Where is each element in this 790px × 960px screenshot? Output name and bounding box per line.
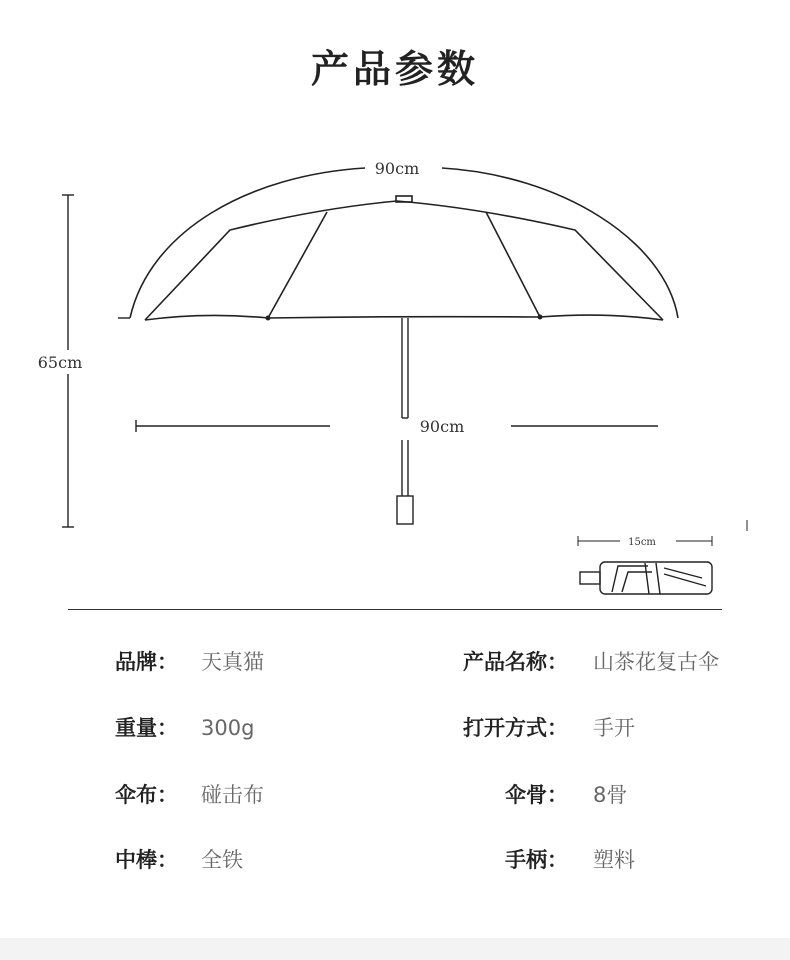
spec-label-open-method: 打开方式： <box>463 716 568 740</box>
spec-value-ribs: 8骨 <box>593 783 628 807</box>
spec-value-handle: 塑料 <box>593 848 635 872</box>
folded-length-label: 15cm <box>628 537 656 548</box>
width-label: 90cm <box>419 417 465 436</box>
canopy-arc-dimension-line <box>130 168 365 318</box>
spec-value-product-name: 山茶花复古伞 <box>593 650 719 674</box>
footer-band <box>0 938 790 960</box>
spec-label-fabric: 伞布： <box>115 783 178 807</box>
umbrella-handle <box>397 496 413 524</box>
spec-label-product-name: 产品名称： <box>463 650 568 674</box>
spec-value-fabric: 碰击布 <box>201 783 264 807</box>
umbrella-shaft <box>397 318 413 524</box>
spec-label-shaft: 中棒： <box>115 848 178 872</box>
spec-value-brand: 天真猫 <box>201 650 264 674</box>
spec-value-weight: 300g <box>201 716 255 740</box>
width-dimension-line <box>136 420 658 432</box>
spec-label-brand: 品牌： <box>115 650 178 674</box>
folded-dimension-line <box>578 520 747 546</box>
height-label: 65cm <box>37 353 83 372</box>
canopy-arc-dimension-line-right <box>442 168 678 318</box>
spec-value-shaft: 全铁 <box>201 848 243 872</box>
spec-label-weight: 重量： <box>115 716 178 740</box>
spec-label-handle: 手柄： <box>505 848 568 872</box>
page-title: 产品参数 <box>310 47 479 91</box>
section-divider <box>68 609 722 610</box>
umbrella-canopy <box>145 196 663 320</box>
folded-umbrella <box>580 562 712 594</box>
spec-value-open-method: 手开 <box>593 716 635 740</box>
canopy-arc-label: 90cm <box>374 159 420 178</box>
spec-label-ribs: 伞骨： <box>505 783 568 807</box>
